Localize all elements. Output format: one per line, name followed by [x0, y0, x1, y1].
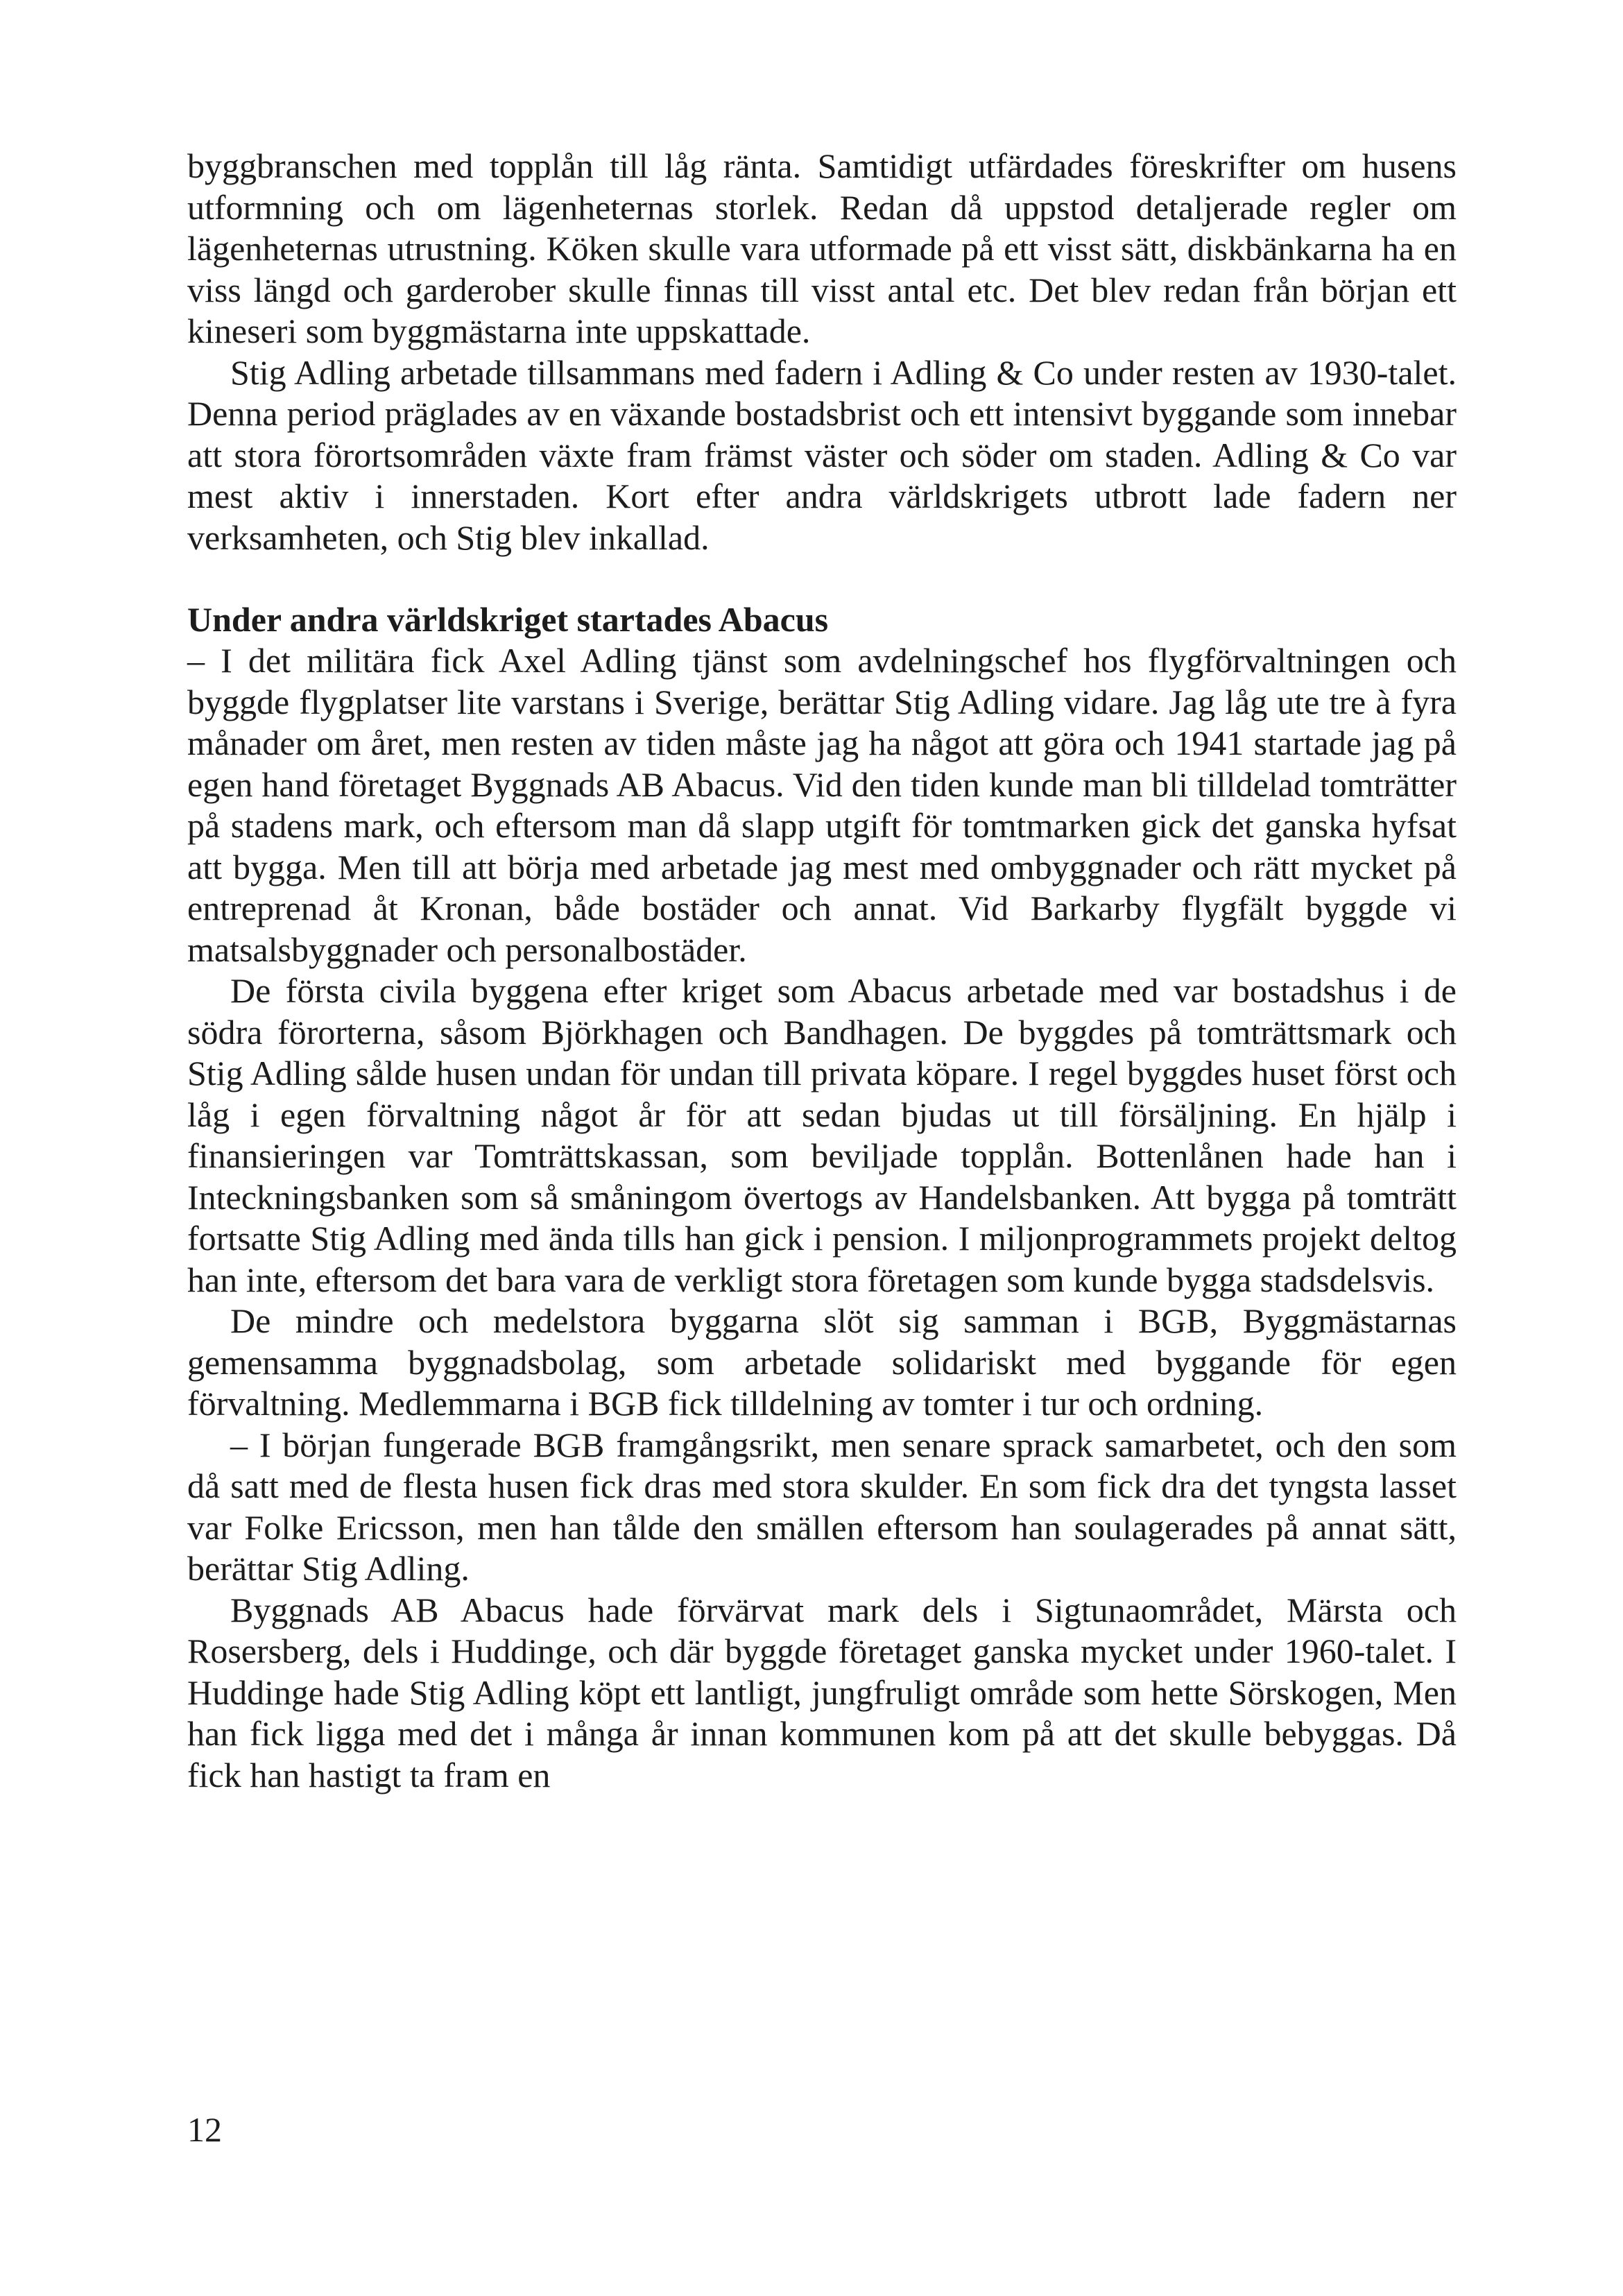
section-heading: Under andra världskriget startades Abacus [187, 600, 829, 639]
body-paragraph: – I början fungerade BGB framgångsrikt, men senare sprack samarbetet, och den som då satt med de flesta husen fick dras med stora skulder. En som fick dra det tyngsta lasset var Folke Ericsson, men han tålde den smällen eftersom han soulagerades på annat sätt, berättar Stig Adling. [187, 1425, 1457, 1588]
body-paragraph: De mindre och medelstora byggarna slöt sig samman i BGB, Byggmästarnas gemensamma byggnadsbolag, som arbetade solidariskt med byggande för egen förvaltning. Medlemmarna i BGB fick tilldelning av tomter i tur och ordning. [187, 1301, 1457, 1423]
body-paragraph: Stig Adling arbetade tillsammans med fadern i Adling & Co under resten av 1930-talet. Denna period präglades av en växande bostadsbrist och ett intensivt byggande som innebar att stora förortsområden växte fram främst väster och söder om staden. Adling & Co var mest aktiv i innerstaden. Kort efter andra världskrigets utbrott lade fadern ner verksamheten, och Stig blev inkallad. [187, 352, 1457, 557]
body-paragraph: – I det militära fick Axel Adling tjänst som avdelningschef hos flygförvaltningen och byggde flygplatser lite varstans i Sverige, berättar Stig Adling vidare. Jag låg ute tre à fyra månader om året, men resten av tiden måste jag ha något att göra och 1941 startade jag på egen hand företaget Byggnads AB Abacus. Vid den tiden kunde man bli tilldelad tomträtter på stadens mark, och eftersom man då slapp utgift för tomtmarken gick det ganska hyfsat att bygga. Men till att börja med arbetade jag mest med ombyggnader och rätt mycket på entreprenad åt Kronan, både bostäder och annat. Vid Barkarby flygfält byggde vi matsalsbyggnader och personalbostäder. [187, 641, 1457, 969]
page-number: 12 [187, 2110, 222, 2149]
body-paragraph: De första civila byggena efter kriget som Abacus arbetade med var bostadshus i de södra förorterna, såsom Björkhagen och Bandhagen. De byggdes på tomträttsmark och Stig Adling sålde husen undan för undan till privata köpare. I regel byggdes huset först och låg i egen förvaltning något år för att sedan bjudas ut till försäljning. En hjälp i finansieringen var Tomträttskassan, som beviljade topplån. Bottenlånen hade han i Inteckningsbanken som så småningom övertogs av Handelsbanken. Att bygga på tomträtt fortsatte Stig Adling med ända tills han gick i pension. I miljonprogrammets projekt deltog han inte, eftersom det bara vara de verkligt stora företagen som kunde bygga stadsdelsvis. [187, 971, 1457, 1299]
page-body [187, 146, 1457, 1796]
body-paragraph: byggbranschen med topplån till låg ränta. Samtidigt utfärdades föreskrifter om husens utformning och om lägenheternas storlek. Redan då uppstod detaljerade regler om lägenheternas utrustning. Köken skulle vara utformade på ett visst sätt, diskbänkarna ha en viss längd och garderober skulle finnas till visst antal etc. Det blev redan från början ett kineseri som byggmästarna inte uppskattade. [187, 146, 1457, 350]
body-paragraph: Byggnads AB Abacus hade förvärvat mark dels i Sigtunaområdet, Märsta och Rosersberg, dels i Huddinge, och där byggde företaget ganska mycket under 1960-talet. I Huddinge hade Stig Adling köpt ett lantligt, jungfruligt område som hette Sörskogen, Men han fick ligga med det i många år innan kommunen kom på att det skulle bebyggas. Då fick han hastigt ta fram en [187, 1590, 1457, 1794]
